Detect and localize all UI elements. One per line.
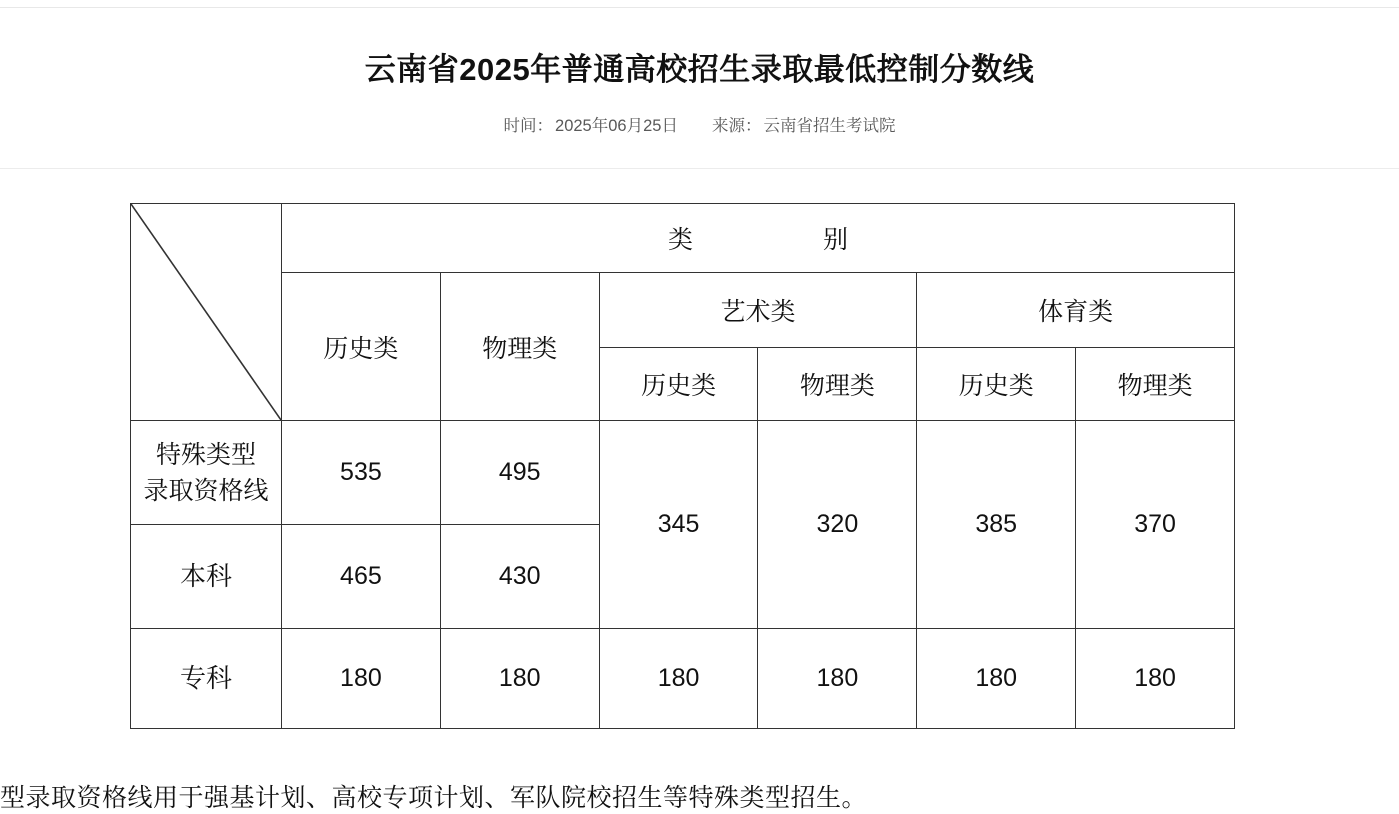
article-header <box>0 0 1399 136</box>
cell-special-history: 535 <box>282 421 441 525</box>
diagonal-line-icon <box>131 204 281 420</box>
table-row <box>131 629 1235 729</box>
cell-junior-physics: 180 <box>440 629 599 729</box>
row-label-undergraduate: 本科 <box>131 525 282 629</box>
time-label: 时间： <box>503 117 554 136</box>
cell-undergraduate-physics: 430 <box>440 525 599 629</box>
category-header-left: 类 <box>667 226 693 255</box>
table-row-category-header <box>131 204 1235 273</box>
time-value: 2025年06月25日 <box>555 117 678 136</box>
cell-junior-history: 180 <box>282 629 441 729</box>
cell-junior-sport-physics: 180 <box>1076 629 1235 729</box>
header-divider <box>0 168 1399 169</box>
category-header-right: 别 <box>823 226 849 255</box>
article-meta <box>0 112 1399 136</box>
score-table-container <box>0 203 1399 729</box>
source-value: 云南省招生考试院 <box>763 117 896 136</box>
subheader-art-history: 历史类 <box>599 348 758 421</box>
cell-junior-art-history: 180 <box>599 629 758 729</box>
subheader-sport-physics: 物理类 <box>1076 348 1235 421</box>
row-label-line2: 录取资格线 <box>143 476 269 505</box>
group-header-art: 艺术类 <box>599 273 917 348</box>
cell-special-physics: 495 <box>440 421 599 525</box>
category-header <box>282 204 1235 273</box>
score-table <box>130 203 1235 729</box>
page-title: 云南省2025年普通高校招生录取最低控制分数线 <box>364 52 1035 87</box>
row-label-special-type <box>131 421 282 525</box>
column-header-physics: 物理类 <box>440 273 599 421</box>
source <box>712 112 896 136</box>
row-label-line1: 特殊类型 <box>155 440 256 469</box>
top-divider <box>0 7 1399 8</box>
publish-time <box>504 112 678 136</box>
subheader-art-physics: 物理类 <box>758 348 917 421</box>
cell-merged-art-physics: 320 <box>758 421 917 629</box>
corner-diagonal-cell <box>131 204 282 421</box>
table-row-group-header <box>131 273 1235 348</box>
footnote <box>0 778 1399 814</box>
cell-merged-sport-history: 385 <box>917 421 1076 629</box>
cell-undergraduate-history: 465 <box>282 525 441 629</box>
footnote-text: 型录取资格线用于强基计划、高校专项计划、军队院校招生等特殊类型招生。 <box>0 784 868 812</box>
table-row <box>131 421 1235 525</box>
cell-merged-art-history: 345 <box>599 421 758 629</box>
subheader-sport-history: 历史类 <box>917 348 1076 421</box>
cell-junior-art-physics: 180 <box>758 629 917 729</box>
row-label-junior-college: 专科 <box>131 629 282 729</box>
column-header-history: 历史类 <box>282 273 441 421</box>
cell-merged-sport-physics: 370 <box>1076 421 1235 629</box>
source-label: 来源： <box>711 117 762 136</box>
group-header-sport: 体育类 <box>917 273 1235 348</box>
cell-junior-sport-history: 180 <box>917 629 1076 729</box>
